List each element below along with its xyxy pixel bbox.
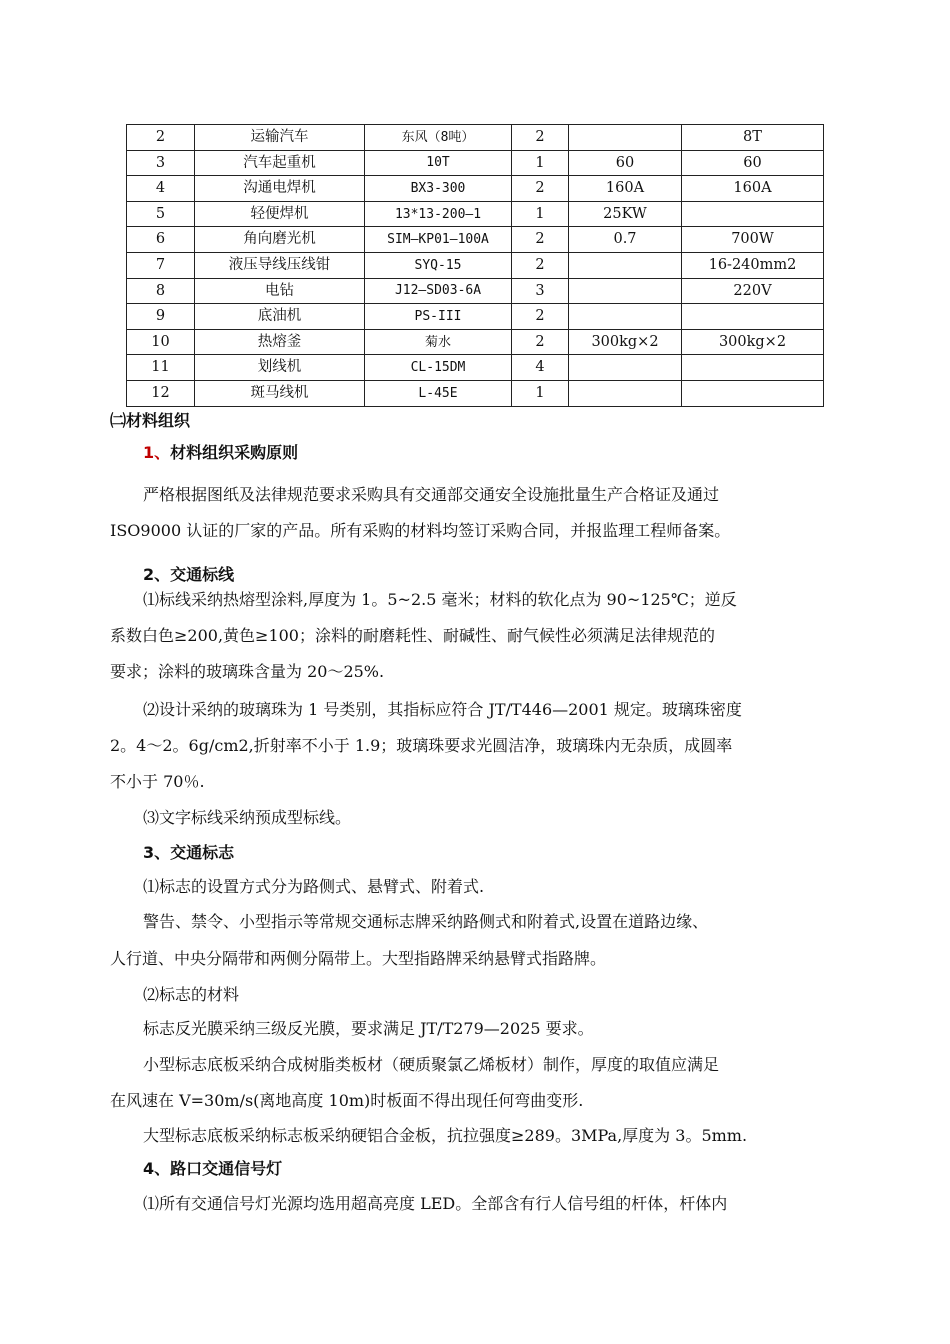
cell-model: SYQ-15: [365, 252, 512, 278]
heading-2: 2、交通标线: [143, 565, 235, 584]
cell-qty: 1: [512, 380, 569, 406]
cell-qty: 1: [512, 150, 569, 176]
heading-1: [143, 443, 878, 463]
cell-power: [569, 252, 682, 278]
cell-no: 11: [127, 355, 195, 381]
table-row: [127, 201, 824, 227]
table-row: [127, 278, 824, 304]
paragraph-2-line-3: 要求；涂料的玻璃珠含量为 20～25%.: [110, 662, 385, 681]
cell-model: J12—SD03-6A: [365, 278, 512, 304]
cell-power: 300kg×2: [569, 329, 682, 355]
paragraph-5: ⑴标志的设置方式分为路侧式、悬臂式、附着式.: [143, 877, 485, 896]
cell-name: 角向磨光机: [195, 227, 365, 253]
cell-capacity: 60: [682, 150, 824, 176]
cell-qty: 2: [512, 252, 569, 278]
equipment-table: [126, 124, 824, 407]
cell-model: L-45E: [365, 380, 512, 406]
heading-1-text: 材料组织采购原则: [170, 443, 299, 462]
cell-no: 3: [127, 150, 195, 176]
cell-power: 0.7: [569, 227, 682, 253]
cell-power: [569, 355, 682, 381]
paragraph-10: 大型标志底板采纳标志板采纳硬铝合金板，抗拉强度≥289。3MPa,厚度为 3。5mm.: [143, 1126, 748, 1145]
cell-qty: 4: [512, 355, 569, 381]
cell-power: 60: [569, 150, 682, 176]
table-row: [127, 227, 824, 253]
table-row: [127, 304, 824, 330]
cell-no: 2: [127, 125, 195, 151]
cell-qty: 2: [512, 329, 569, 355]
cell-capacity: [682, 304, 824, 330]
paragraph-9-line-1: 小型标志底板采纳合成树脂类板材（硬质聚氯乙烯板材）制作，厚度的取值应满足: [143, 1055, 720, 1074]
cell-model: 13*13-200—1: [365, 201, 512, 227]
cell-qty: 3: [512, 278, 569, 304]
heading-4: 4、路口交通信号灯: [143, 1159, 283, 1178]
paragraph-9-line-2: 在风速在 V=30m/s(离地高度 10m)时板面不得出现任何弯曲变形.: [110, 1091, 584, 1110]
cell-model: BX3-300: [365, 176, 512, 202]
cell-capacity: [682, 355, 824, 381]
cell-model: SIM—KP01—100A: [365, 227, 512, 253]
cell-qty: 1: [512, 201, 569, 227]
cell-capacity: [682, 380, 824, 406]
cell-model: 菊水: [365, 329, 512, 355]
cell-no: 7: [127, 252, 195, 278]
cell-capacity: 8T: [682, 125, 824, 151]
cell-model: 东风（8吨）: [365, 125, 512, 151]
cell-name: 划线机: [195, 355, 365, 381]
paragraph-6-line-2: 人行道、中央分隔带和两侧分隔带上。大型指路牌采纳悬臂式指路牌。: [110, 949, 607, 968]
cell-model: 10T: [365, 150, 512, 176]
cell-capacity: 16-240mm2: [682, 252, 824, 278]
cell-qty: 2: [512, 227, 569, 253]
table-row: [127, 380, 824, 406]
cell-no: 12: [127, 380, 195, 406]
cell-capacity: 160A: [682, 176, 824, 202]
cell-power: [569, 125, 682, 151]
paragraph-8: 标志反光膜采纳三级反光膜，要求满足 JT/T279—2025 要求。: [143, 1019, 594, 1038]
table-row: [127, 150, 824, 176]
cell-name: 运输汽车: [195, 125, 365, 151]
cell-no: 9: [127, 304, 195, 330]
cell-power: 25KW: [569, 201, 682, 227]
cell-no: 5: [127, 201, 195, 227]
cell-qty: 2: [512, 176, 569, 202]
heading-3: 3、交通标志: [143, 843, 235, 862]
table-row: [127, 355, 824, 381]
cell-model: CL-15DM: [365, 355, 512, 381]
paragraph-6-line-1: 警告、禁令、小型指示等常规交通标志牌采纳路侧式和附着式,设置在道路边缘、: [143, 912, 709, 931]
paragraph-3-line-2: 2。4～2。6g/cm2,折射率不小于 1.9；玻璃珠要求光圆洁净，玻璃珠内无杂质，成圆率: [110, 736, 733, 755]
cell-name: 汽车起重机: [195, 150, 365, 176]
cell-name: 斑马线机: [195, 380, 365, 406]
cell-no: 4: [127, 176, 195, 202]
paragraph-2-line-2: 系数白色≥200,黄色≥100；涂料的耐磨耗性、耐碱性、耐气候性必须满足法律规范的: [110, 626, 715, 645]
paragraph-11: ⑴所有交通信号灯光源均选用超高亮度 LED。全部含有行人信号组的杆体，杆体内: [143, 1194, 728, 1213]
cell-capacity: [682, 201, 824, 227]
table-row: [127, 176, 824, 202]
cell-no: 6: [127, 227, 195, 253]
cell-power: [569, 304, 682, 330]
section-title: ㈡材料组织: [110, 411, 191, 430]
cell-power: [569, 278, 682, 304]
table-row: [127, 329, 824, 355]
cell-qty: 2: [512, 125, 569, 151]
table-row: [127, 252, 824, 278]
cell-qty: 2: [512, 304, 569, 330]
paragraph-1-line-2: ISO9000 认证的厂家的产品。所有采购的材料均签订采购合同，并报监理工程师备案。: [110, 521, 731, 540]
paragraph-3-line-1: ⑵设计采纳的玻璃珠为 1 号类别，其指标应符合 JT/T446—2001 规定。玻璃珠密度: [143, 700, 742, 719]
cell-name: 轻便焊机: [195, 201, 365, 227]
cell-name: 液压导线压线钳: [195, 252, 365, 278]
paragraph-2-line-1: ⑴标线采纳热熔型涂料,厚度为 1。5~2.5 毫米；材料的软化点为 90~125℃；逆反: [143, 590, 737, 609]
heading-1-number: 1、: [143, 443, 171, 462]
cell-name: 沟通电焊机: [195, 176, 365, 202]
paragraph-7: ⑵标志的材料: [143, 985, 240, 1004]
cell-no: 8: [127, 278, 195, 304]
cell-model: PS-III: [365, 304, 512, 330]
cell-capacity: 300kg×2: [682, 329, 824, 355]
cell-name: 底油机: [195, 304, 365, 330]
table-row: [127, 125, 824, 151]
cell-name: 热熔釜: [195, 329, 365, 355]
cell-name: 电钻: [195, 278, 365, 304]
paragraph-4: ⑶文字标线采纳预成型标线。: [143, 808, 352, 827]
cell-no: 10: [127, 329, 195, 355]
equipment-table-body: [127, 125, 824, 407]
cell-power: 160A: [569, 176, 682, 202]
cell-capacity: 700W: [682, 227, 824, 253]
paragraph-1-line-1: 严格根据图纸及法律规范要求采购具有交通部交通安全设施批量生产合格证及通过: [143, 485, 720, 504]
cell-capacity: 220V: [682, 278, 824, 304]
paragraph-3-line-3: 不小于 70％.: [110, 772, 205, 791]
cell-power: [569, 380, 682, 406]
